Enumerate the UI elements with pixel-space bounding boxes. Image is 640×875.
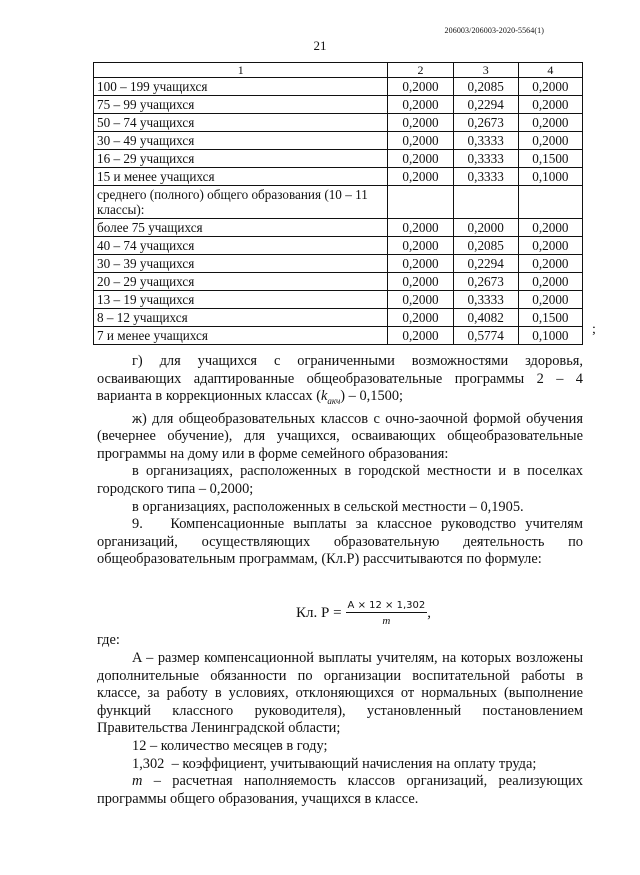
header-cell: 3 [453,63,518,78]
paragraph-9: 9. Компенсационные выплаты за классное руководство учителям организаций, осуществляющих образовательную деятельность по общеобразовательным программам, (Кл.Р) рассчитываются по формуле: [97,516,587,568]
body-text [97,353,587,569]
value-cell: 0,2000 [388,219,453,237]
definition-m: m – расчетная наполняемость классов организаций, реализующих программы общего образования, учащихся в классе. [97,773,583,807]
value-cell: 0,3333 [453,168,518,186]
value-cell: 0,2085 [453,78,518,96]
value-cell: 0,2000 [518,237,582,255]
definition-coef: 1,302 – коэффициент, учитывающий начисления на оплату труда; [132,755,537,772]
value-cell: 0,2000 [518,96,582,114]
value-cell: 0,1500 [518,150,582,168]
formula-lhs: Кл. Р = [296,605,342,621]
value-cell: 0,2673 [453,114,518,132]
formula-fraction [346,600,428,627]
item-zh: ж) для общеобразовательных классов с очно-заочной формой обучения (вечернее обучение), для учащихся, осваивающих общеобразовательные программы на дому или в форме семейного образования: [97,410,583,462]
table-row [94,237,583,255]
value-cell: 0,2000 [518,291,582,309]
value-cell: 0,2000 [518,78,582,96]
row-label-cell: 40 – 74 учащихся [94,237,388,255]
row-label-cell: более 75 учащихся [94,219,388,237]
table-row [94,96,583,114]
value-cell: 0,1500 [518,309,582,327]
value-cell [453,186,518,219]
value-cell: 0,2085 [453,237,518,255]
definitions [97,650,583,808]
formula-tail: , [427,605,431,621]
row-label-cell: 15 и менее учащихся [94,168,388,186]
table-row [94,78,583,96]
value-cell: 0,2000 [388,150,453,168]
where-label: где: [97,632,120,648]
row-label-cell: 75 – 99 учащихся [94,96,388,114]
header-cell: 4 [518,63,582,78]
header-cell: 1 [94,63,388,78]
document-id: 206003/206003-2020-5564(1) [444,26,544,35]
table-row [94,219,583,237]
formula-denominator: m [382,615,391,627]
row-label-cell: 20 – 29 учащихся [94,273,388,291]
table-row [94,273,583,291]
value-cell [388,186,453,219]
definition-a: A – размер компенсационной выплаты учителям, на которых возложены дополнительные обязанности по организации воспитательной работы в классе, за работу в условиях, отклоняющихся от нормальных (выполнение функций классного руководителя), установленный постановлением Правительства Ленинградской области; [97,650,583,737]
value-cell: 0,2000 [388,255,453,273]
formula-numerator: A × 12 × 1,302 [347,600,426,611]
item-g: г) для учащихся с ограниченными возможностями здоровья, осваивающих адаптированные общеобразовательные программы 2 – 4 варианта в коррекционных классах $(k_{акч}) - 0,1500$; [97,353,583,407]
value-cell: 0,2000 [388,96,453,114]
page-number: 21 [313,38,327,53]
value-cell: 0,2000 [518,114,582,132]
value-cell [518,186,582,219]
value-cell: 0,2000 [453,219,518,237]
value-cell: 0,2000 [388,291,453,309]
value-cell: 0,2000 [518,132,582,150]
value-cell: 0,2000 [388,237,453,255]
value-cell: 0,1000 [518,168,582,186]
table-trailing-semicolon: ; [592,322,596,337]
coefficient-table [93,62,583,345]
value-cell: 0,5774 [453,327,518,345]
value-cell: 0,2000 [388,309,453,327]
value-cell: 0,2000 [388,273,453,291]
value-cell: 0,2000 [388,78,453,96]
value-cell: 0,2000 [518,273,582,291]
value-cell: 0,3333 [453,291,518,309]
row-label-cell: 7 и менее учащихся [94,327,388,345]
value-cell: 0,2000 [388,132,453,150]
value-cell: 0,4082 [453,309,518,327]
value-cell: 0,2673 [453,273,518,291]
value-cell: 0,2000 [518,255,582,273]
value-cell: 0,2000 [388,327,453,345]
row-label-cell: 100 – 199 учащихся [94,78,388,96]
header-cell: 2 [388,63,453,78]
row-label-cell: 13 – 19 учащихся [94,291,388,309]
value-cell: 0,2000 [388,168,453,186]
value-cell: 0,3333 [453,132,518,150]
table-row [94,186,583,219]
row-label-cell: среднего (полного) общего образования (10 – 11 классы): [94,186,388,219]
row-label-cell: 16 – 29 учащихся [94,150,388,168]
table-row [94,168,583,186]
table-row [94,150,583,168]
row-label-cell: 30 – 39 учащихся [94,255,388,273]
table-header-row [94,63,583,78]
value-cell: 0,2294 [453,96,518,114]
row-label-cell: 8 – 12 учащихся [94,309,388,327]
table-row [94,291,583,309]
row-label-cell: 50 – 74 учащихся [94,114,388,132]
table-row [94,327,583,345]
table-row [94,114,583,132]
value-cell: 0,2000 [388,114,453,132]
urban-rate: в организациях, расположенных в городской местности и в поселках городского типа – 0,2000; [97,463,583,498]
table-row [94,255,583,273]
table-row [94,132,583,150]
table-row [94,309,583,327]
rural-rate: в организациях, расположенных в сельской местности – 0,1905. [132,498,524,515]
formula [296,600,496,627]
definition-months: 12 – количество месяцев в году; [132,737,328,754]
value-cell: 0,2294 [453,255,518,273]
row-label-cell: 30 – 49 учащихся [94,132,388,150]
value-cell: 0,2000 [518,219,582,237]
value-cell: 0,1000 [518,327,582,345]
value-cell: 0,3333 [453,150,518,168]
